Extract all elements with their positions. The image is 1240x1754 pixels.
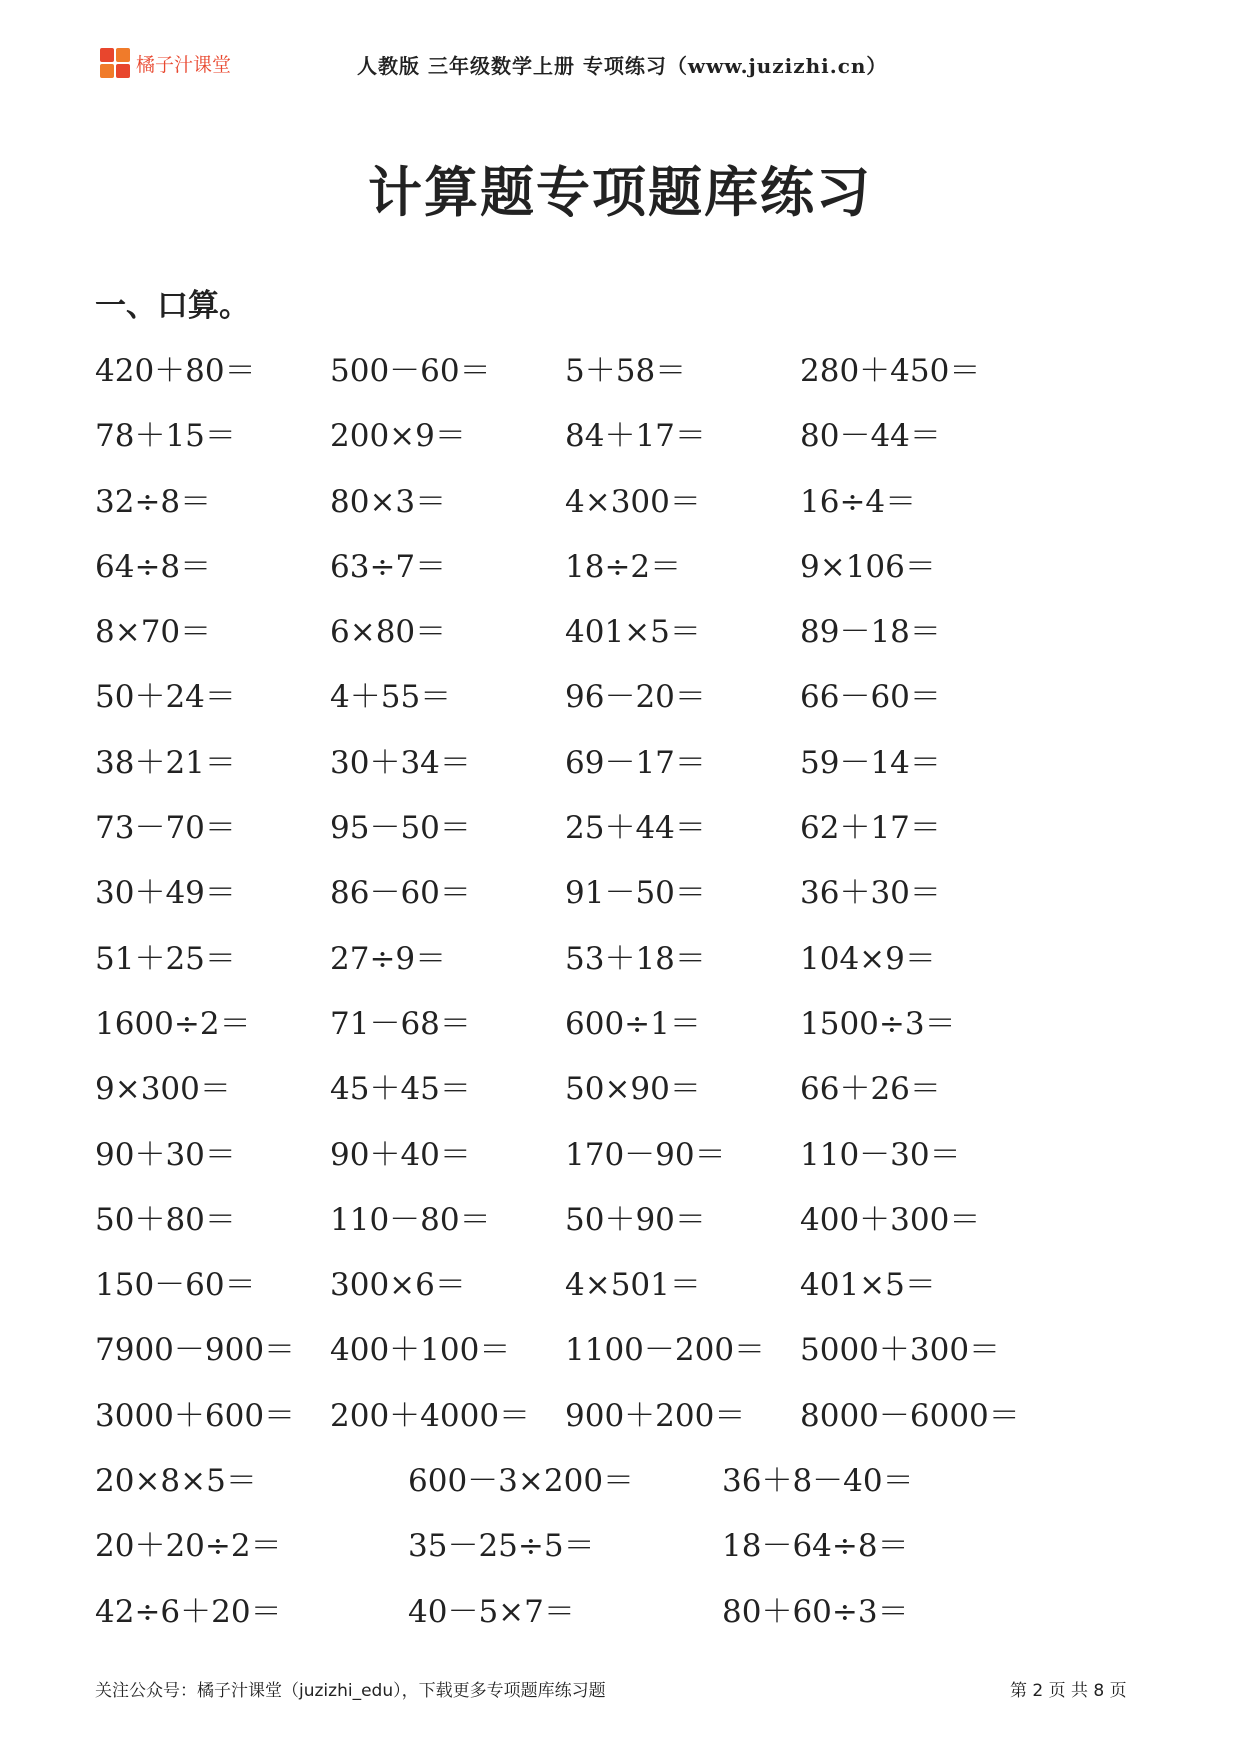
problem-item: 80－44＝ (800, 418, 941, 455)
problem-item: 400＋100＝ (330, 1332, 511, 1369)
problem-item: 4×300＝ (565, 483, 701, 520)
problem-item: 95－50＝ (330, 810, 471, 847)
problem-item: 20×8×5＝ (95, 1463, 257, 1500)
problem-item: 9×106＝ (800, 548, 936, 585)
problem-item: 36＋30＝ (800, 875, 941, 912)
problem-item: 64÷8＝ (95, 548, 212, 585)
problem-item: 69－17＝ (565, 744, 706, 781)
problem-item: 500－60＝ (330, 353, 491, 389)
problem-item: 104×9＝ (800, 940, 936, 977)
problem-item: 1600÷2＝ (95, 1005, 251, 1042)
problem-row (95, 1194, 1155, 1259)
header-title: 人教版 三年级数学上册 专项练习（www.juzizhi.cn） (357, 54, 888, 78)
problem-item: 600÷1＝ (565, 1005, 701, 1042)
problem-item: 18÷2＝ (565, 548, 682, 585)
problem-item: 401×5＝ (800, 1267, 936, 1304)
problem-item: 80×3＝ (330, 483, 447, 520)
problem-item: 20＋20÷2＝ (95, 1528, 282, 1565)
problem-item: 91－50＝ (565, 875, 706, 912)
problem-item: 35－25÷5＝ (408, 1528, 595, 1565)
problem-item: 45＋45＝ (330, 1071, 471, 1108)
problem-item: 38＋21＝ (95, 744, 236, 781)
problem-item: 80＋60÷3＝ (722, 1593, 909, 1630)
problem-item: 89－18＝ (800, 614, 941, 651)
problem-item: 1100－200＝ (565, 1332, 766, 1369)
problem-row (95, 1390, 1155, 1455)
problem-item: 30＋49＝ (95, 875, 236, 912)
problem-item: 51＋25＝ (95, 940, 236, 977)
problem-item: 3000＋600＝ (95, 1397, 296, 1434)
problem-item: 420＋80＝ (95, 353, 256, 389)
problem-item: 63÷7＝ (330, 548, 447, 585)
problem-row (95, 345, 1155, 410)
problem-item: 110－30＝ (800, 1136, 961, 1173)
problem-item: 50＋24＝ (95, 679, 236, 716)
problem-item: 84＋17＝ (565, 418, 706, 455)
problem-row (95, 933, 1155, 998)
problem-row (95, 1063, 1155, 1128)
problem-item: 66＋26＝ (800, 1071, 941, 1108)
problem-row (95, 1520, 1155, 1585)
logo-text: 橘子汁课堂 (136, 53, 232, 76)
problem-item: 5000＋300＝ (800, 1332, 1001, 1369)
logo-icon (100, 48, 130, 78)
problem-item: 600－3×200＝ (408, 1463, 635, 1500)
problem-item: 401×5＝ (565, 614, 701, 651)
problem-item: 900＋200＝ (565, 1397, 746, 1434)
problem-item: 27÷9＝ (330, 940, 447, 977)
problem-item: 7900－900＝ (95, 1332, 296, 1369)
problem-item: 53＋18＝ (565, 940, 706, 977)
problem-item: 16÷4＝ (800, 483, 917, 520)
problem-row (95, 1129, 1155, 1194)
problem-item: 30＋34＝ (330, 744, 471, 781)
problem-row (95, 1455, 1155, 1520)
problem-item: 6×80＝ (330, 614, 447, 651)
problem-item: 36＋8－40＝ (722, 1463, 914, 1500)
problem-item: 90＋40＝ (330, 1136, 471, 1173)
problem-item: 32÷8＝ (95, 483, 212, 520)
problem-item: 110－80＝ (330, 1201, 491, 1238)
problem-item: 4×501＝ (565, 1267, 701, 1304)
problem-item: 96－20＝ (565, 679, 706, 716)
problem-item: 66－60＝ (800, 679, 941, 716)
page-header (95, 40, 1145, 90)
problem-item: 25＋44＝ (565, 810, 706, 847)
problem-item: 86－60＝ (330, 875, 471, 912)
problem-row (95, 671, 1155, 736)
page-title: 计算题专项题库练习 (368, 160, 872, 224)
problem-item: 400＋300＝ (800, 1201, 981, 1238)
problem-item: 50＋90＝ (565, 1201, 706, 1238)
problem-item: 50×90＝ (565, 1071, 701, 1108)
problem-row (95, 606, 1155, 671)
problem-row (95, 1324, 1155, 1389)
problem-row (95, 737, 1155, 802)
problem-item: 50＋80＝ (95, 1201, 236, 1238)
section-title: 一、口算。 (95, 288, 250, 324)
problem-item: 90＋30＝ (95, 1136, 236, 1173)
problem-grid (95, 345, 1155, 1651)
problem-row (95, 476, 1155, 541)
problem-item: 18－64÷8＝ (722, 1528, 909, 1565)
problem-row (95, 1586, 1155, 1651)
problem-item: 5＋58＝ (565, 353, 687, 389)
problem-item: 200×9＝ (330, 418, 466, 455)
footer-note: 关注公众号：橘子汁课堂（juzizhi_edu），下载更多专项题库练习题 (95, 1681, 606, 1701)
problem-row (95, 867, 1155, 932)
problem-item: 8000－6000＝ (800, 1397, 1020, 1434)
problem-item: 4＋55＝ (330, 679, 452, 716)
brand-logo (100, 48, 231, 78)
problem-row (95, 802, 1155, 867)
problem-item: 150－60＝ (95, 1267, 256, 1304)
problem-item: 62＋17＝ (800, 810, 941, 847)
problem-item: 73－70＝ (95, 810, 236, 847)
problem-row (95, 541, 1155, 606)
page-number: 第 2 页 共 8 页 (1010, 1681, 1127, 1701)
problem-item: 9×300＝ (95, 1071, 231, 1108)
problem-item: 300×6＝ (330, 1267, 466, 1304)
problem-item: 78＋15＝ (95, 418, 236, 455)
problem-item: 42÷6＋20＝ (95, 1593, 282, 1630)
problem-item: 8×70＝ (95, 614, 212, 651)
problem-item: 170－90＝ (565, 1136, 726, 1173)
problem-item: 40－5×7＝ (408, 1593, 575, 1630)
problem-item: 280＋450＝ (800, 353, 981, 389)
problem-item: 59－14＝ (800, 744, 941, 781)
problem-item: 71－68＝ (330, 1005, 471, 1042)
problem-row (95, 998, 1155, 1063)
problem-item: 1500÷3＝ (800, 1005, 956, 1042)
problem-item: 200＋4000＝ (330, 1397, 531, 1434)
problem-row (95, 410, 1155, 475)
problem-row (95, 1259, 1155, 1324)
